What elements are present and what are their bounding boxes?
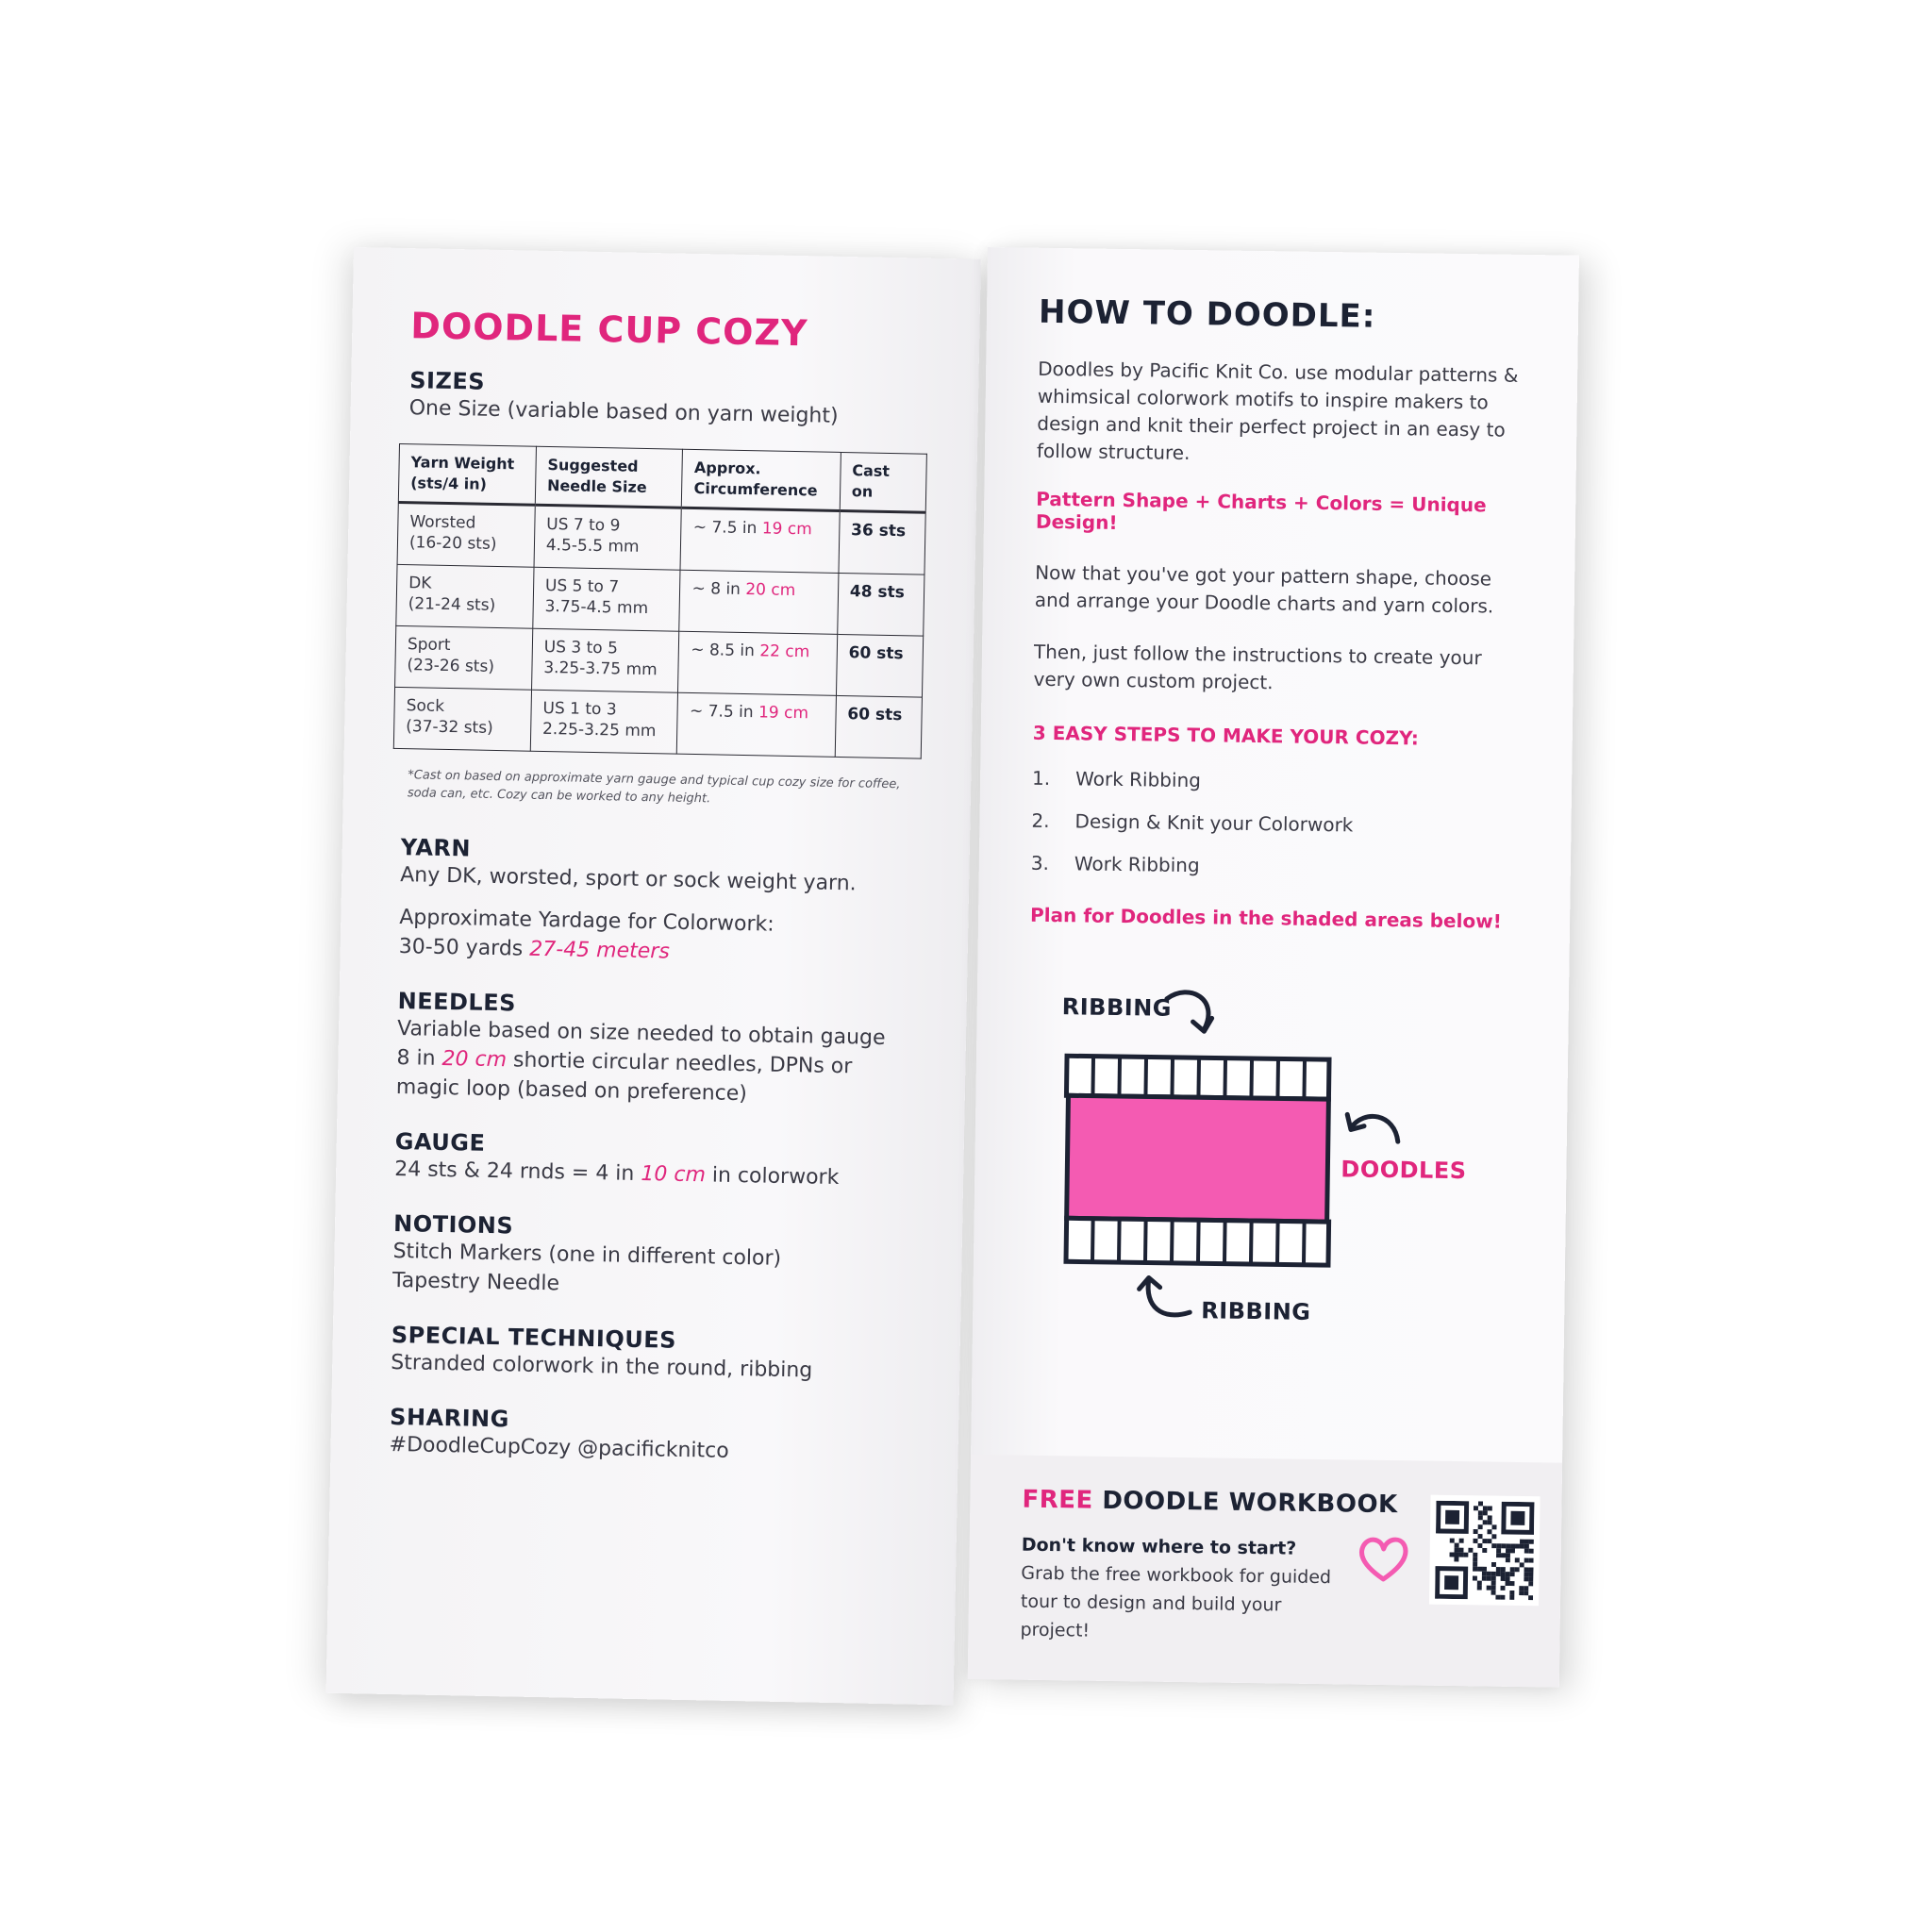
cell-needle-size: US 1 to 3 2.25-3.25 mm [530,690,678,754]
notions-line1: Stitch Markers (one in different color) [392,1239,782,1271]
col-needle-size: Suggested Needle Size [535,446,683,508]
paragraph-instructions: Then, just follow the instructions to create your very own custom project. [1033,640,1482,694]
cell-needle-size: US 3 to 5 3.25-3.75 mm [531,628,679,692]
left-page [326,247,981,1705]
step-number: 1. [1031,766,1051,790]
step-text: Work Ribbing [1074,852,1200,877]
needles-type: shortie circular needles, DPNs or magic loop (based on preference) [395,1048,853,1107]
doodle-area [1067,1095,1329,1222]
yarn-heading: YARN [400,834,472,862]
yarn-text: Any DK, worsted, sport or sock weight yarn. [399,863,857,896]
cell-circumference: ~ 7.5 in 19 cm [677,692,837,757]
cell-cast-on: 36 sts [839,510,925,575]
cell-yarn-weight: Worsted (16-20 sts) [397,502,535,567]
table-row [393,687,922,758]
table-row [397,502,925,575]
yardage-metric: 27-45 meters [529,937,671,964]
qr-code[interactable] [1429,1495,1541,1607]
cell-cast-on: 60 sts [836,634,923,697]
steps-list [1031,758,1524,891]
step-number: 2. [1031,808,1050,832]
needles-length: 8 in [396,1046,436,1071]
cell-yarn-weight: DK (21-24 sts) [396,564,534,628]
plan-text: Plan for Doodles in the shaded areas below! [1029,903,1502,933]
workbook-text [1020,1531,1342,1649]
cell-needle-size: US 5 to 7 3.75-4.5 mm [533,567,681,631]
right-page [968,247,1579,1688]
workbook-description: Grab the free workbook for guided tour to design and build your project! [1020,1562,1332,1641]
step-text: Design & Knit your Colorwork [1074,809,1354,837]
step-item [1031,842,1523,891]
table-header-row [398,443,926,512]
step-item [1031,800,1523,849]
techniques-text: Stranded colorwork in the round, ribbing [391,1350,813,1383]
gauge-metric: 10 cm [641,1162,707,1188]
qr-code-icon [1435,1501,1534,1600]
step-text: Work Ribbing [1074,767,1202,792]
cell-circumference: ~ 8 in 20 cm [679,570,839,634]
sharing-text: #DoodleCupCozy @pacificknitco [389,1432,729,1463]
notions-line2: Tapestry Needle [391,1268,560,1296]
table-row [396,564,924,636]
cell-circumference: ~ 7.5 in 19 cm [680,508,840,573]
col-circumference: Approx. Circumference [682,449,841,510]
col-yarn-weight: Yarn Weight (sts/4 in) [398,443,536,505]
how-to-title: HOW TO DOODLE: [1038,292,1376,336]
workbook-panel [968,1455,1562,1688]
techniques-heading: SPECIAL TECHNIQUES [391,1321,677,1354]
workbook-free: FREE [1022,1485,1093,1515]
table-footnote: *Cast on based on approximate yarn gauge and typical cup cozy size for coffee, soda can, etc. Cozy can be worked to any height. [407,768,901,807]
gauge-heading: GAUGE [394,1128,486,1157]
sizes-text: One Size (variable based on yarn weight) [408,396,839,428]
notions-heading: NOTIONS [392,1210,514,1240]
doodles-label: DOODLES [1341,1156,1467,1185]
workbook-lead: Don't know where to start? [1021,1534,1297,1559]
cell-cast-on: 60 sts [835,695,922,758]
gauge-value: 24 sts & 24 rnds = 4 in [394,1158,635,1186]
sharing-heading: SHARING [389,1403,510,1433]
table-row [395,625,924,697]
needles-heading: NEEDLES [397,988,517,1017]
ribbing-top-label: RIBBING [1061,993,1173,1022]
cell-circumference: ~ 8.5 in 22 cm [678,631,838,695]
needles-line1: Variable based on size needed to obtain gauge [396,1017,886,1050]
curved-arrow-down-icon [1160,986,1227,1043]
formula-text: Pattern Shape + Charts + Colors = Unique Design! [1035,487,1487,534]
size-table [393,443,927,759]
cell-cast-on: 48 sts [837,573,924,636]
intro-text: Doodles by Pacific Knit Co. use modular patterns & whimsical colorwork motifs to inspire makers to design and knit their perfect project in an easy to follow structure. [1036,357,1519,465]
yardage-label: Approximate Yardage for Colorwork: [399,906,774,937]
cozy-illustration [1058,1050,1335,1280]
workbook-name: DOODLE WORKBOOK [1102,1486,1398,1520]
cell-needle-size: US 7 to 9 4.5-5.5 mm [534,505,682,570]
yardage-value: 30-50 yards [398,935,524,961]
table-body [393,502,925,758]
cell-yarn-weight: Sock (37-32 sts) [393,687,531,751]
gauge-context: in colorwork [711,1163,840,1191]
steps-heading: 3 EASY STEPS TO MAKE YOUR COZY: [1032,721,1419,750]
step-number: 3. [1030,851,1050,874]
cozy-diagram [1039,984,1496,1330]
heart-icon [1356,1534,1411,1586]
cell-yarn-weight: Sport (23-26 sts) [395,625,533,690]
sizes-heading: SIZES [409,367,486,395]
step-item [1032,758,1524,807]
needles-metric: 20 cm [441,1046,508,1073]
col-cast-on: Cast on [840,452,926,512]
paragraph-shape: Now that you've got your pattern shape, choose and arrange your Doodle charts and yarn colors. [1034,560,1494,618]
needles-line2 [396,1043,917,1112]
curved-arrow-left-icon [1341,1103,1408,1151]
ribbing-bottom-label: RIBBING [1201,1297,1311,1325]
curved-arrow-up-icon [1133,1268,1200,1325]
pattern-title: DOODLE CUP COZY [409,305,808,355]
